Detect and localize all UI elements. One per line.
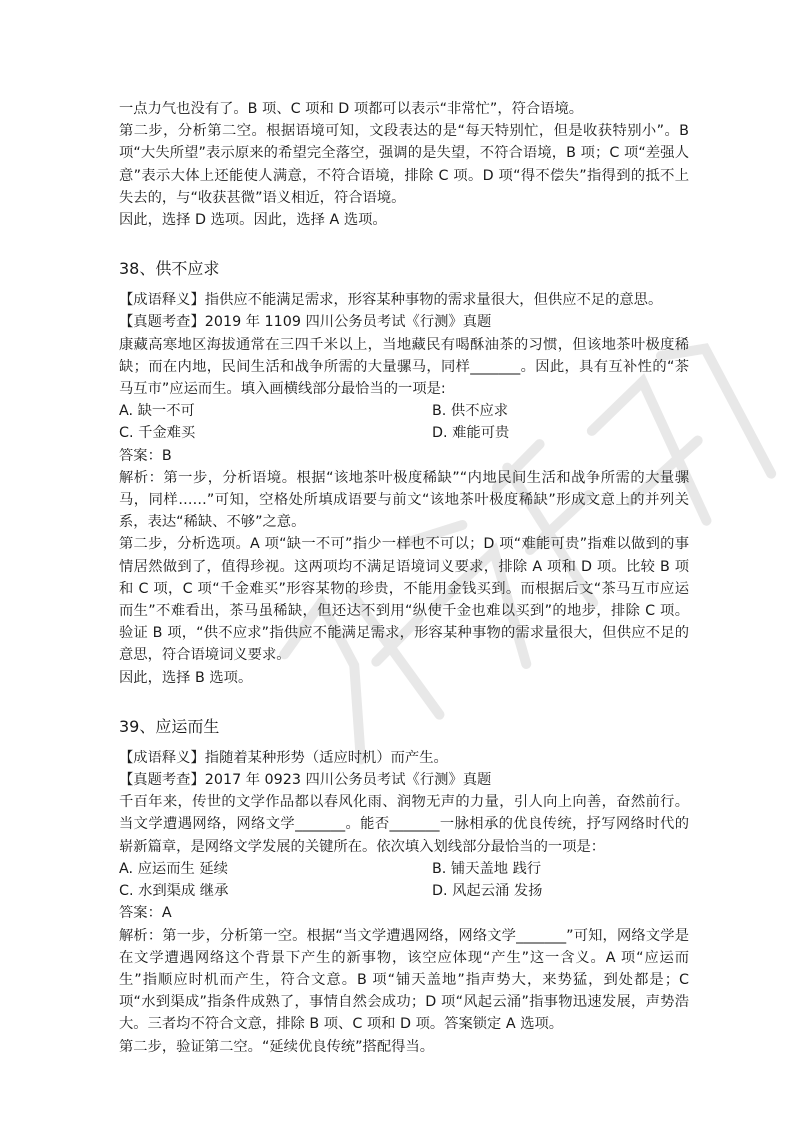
q38-option-a: A. 缺一不可 bbox=[119, 403, 195, 420]
top-line-1: 一点力气也没有了。B 项、C 项和 D 项都可以表示“非常忙”，符合语境。 bbox=[119, 101, 584, 117]
q39-option-d: D. 风起云涌 发扬 bbox=[432, 883, 543, 900]
q38-option-b: B. 供不应求 bbox=[432, 403, 509, 420]
q38-options bbox=[119, 400, 689, 444]
top-line-2: 第二步，分析第二空。根据语境可知，文段表达的是“每天特别忙，但是收获特别小”。B 项“大失所望”表示原来的希望完全落空，强调的是失望，不符合语境，B 项；C 项“差强人意”表示大体上还能使人满意，不符合语境，排除 C 项。D 项“得不偿失”指得到的抵不上失去的，与“收获甚微”语义相近，符合语境。 bbox=[119, 123, 694, 206]
q38-option-c: C. 千金难买 bbox=[119, 425, 196, 442]
q38-source: 【真题考查】2019 年 1109 四川公务员考试《行测》真题 bbox=[119, 314, 492, 331]
q39-option-c: C. 水到渠成 继承 bbox=[119, 883, 229, 900]
q38-meaning: 【成语释义】指供应不能满足需求，形容某种事物的需求量很大，但供应不足的意思。 bbox=[119, 292, 663, 309]
q38-title: 38、供不应求 bbox=[119, 259, 220, 279]
q39-title: 39、应运而生 bbox=[119, 716, 220, 736]
document-page bbox=[119, 98, 694, 1058]
q39-stem: 千百年来，传世的文学作品都以春风化雨、润物无声的力量，引人向上向善，奋然前行。当文学遭遇网络，网络文学_______。能否_______一脉相承的优良传统，抒写网络时代的崭新篇章，是网络文学发展的关键所在。依次填入划线部分最恰当的一项是： bbox=[119, 794, 689, 855]
q39-source: 【真题考查】2017 年 0923 四川公务员考试《行测》真题 bbox=[119, 772, 492, 789]
q38-option-d: D. 难能可贵 bbox=[432, 425, 510, 442]
q38-answer: 答案：B bbox=[119, 447, 172, 464]
q38-analysis-2: 第二步，分析选项。A 项“缺一不可”指少一样也不可以；D 项“难能可贵”指难以做到的事情居然做到了，值得珍视。这两项均不满足语境词义要求，排除 A 项和 D 项。比较 B 项和 C 项，C 项“千金难买”形容某物的珍贵，不能用金钱买到。而根据后文“茶马互市应运而生”不难看出，茶马虽稀缺，但还达不到用“纵使千金也难以买到”的地步，排除 C 项。验证 B 项，“供不应求”指供应不能满足需求，形容某种事物的需求量很大，但供应不足的意思，符合语境词义要求。 bbox=[119, 536, 689, 664]
q39-analysis-1: 解析：第一步，分析第一空。根据“当文学遭遇网络，网络文学_______”可知，网络文学是在文学遭遇网络这个背景下产生的新事物，该空应体现“产生”这一含义。A 项“应运而生”指顺应时机而产生，符合文意。B 项“铺天盖地”指声势大，来势猛，到处都是；C 项“水到渠成”指条件成熟了，事情自然会成功；D 项“风起云涌”指事物迅速发展，声势浩大。三者均不符合文意，排除 B 项、C 项和 D 项。答案锁定 A 选项。 bbox=[119, 927, 694, 1033]
q38-analysis-3: 因此，选择 B 选项。 bbox=[119, 669, 253, 686]
q39-analysis-2: 第二步，验证第二空。“延续优良传统”搭配得当。 bbox=[119, 1038, 435, 1055]
top-line-3: 因此，选择 D 选项。因此，选择 A 选项。 bbox=[119, 212, 387, 229]
q38-analysis-1: 解析：第一步，分析语境。根据“该地茶叶极度稀缺”“内地民间生活和战争所需的大量骡马，同样……”可知，空格处所填成语要与前文“该地茶叶极度稀缺”形成文意上的并列关系，表达“稀缺、不够”之意。 bbox=[119, 469, 689, 531]
q39-answer: 答案：A bbox=[119, 905, 172, 922]
q39-option-a: A. 应运而生 延续 bbox=[119, 860, 228, 877]
q39-meaning: 【成语释义】指随着某种形势（适应时机）而产生。 bbox=[119, 749, 448, 766]
q39-option-b: B. 铺天盖地 践行 bbox=[432, 860, 542, 877]
q38-stem: 康藏高寒地区海拔通常在三四千米以上，当地藏民有喝酥油茶的习惯，但该地茶叶极度稀缺；而在内地，民间生活和战争所需的大量骡马，同样_______。因此，具有互补性的“茶马互市”应运而生。填入画横线部分最恰当的一项是: bbox=[119, 336, 689, 398]
q39-options bbox=[119, 858, 689, 902]
